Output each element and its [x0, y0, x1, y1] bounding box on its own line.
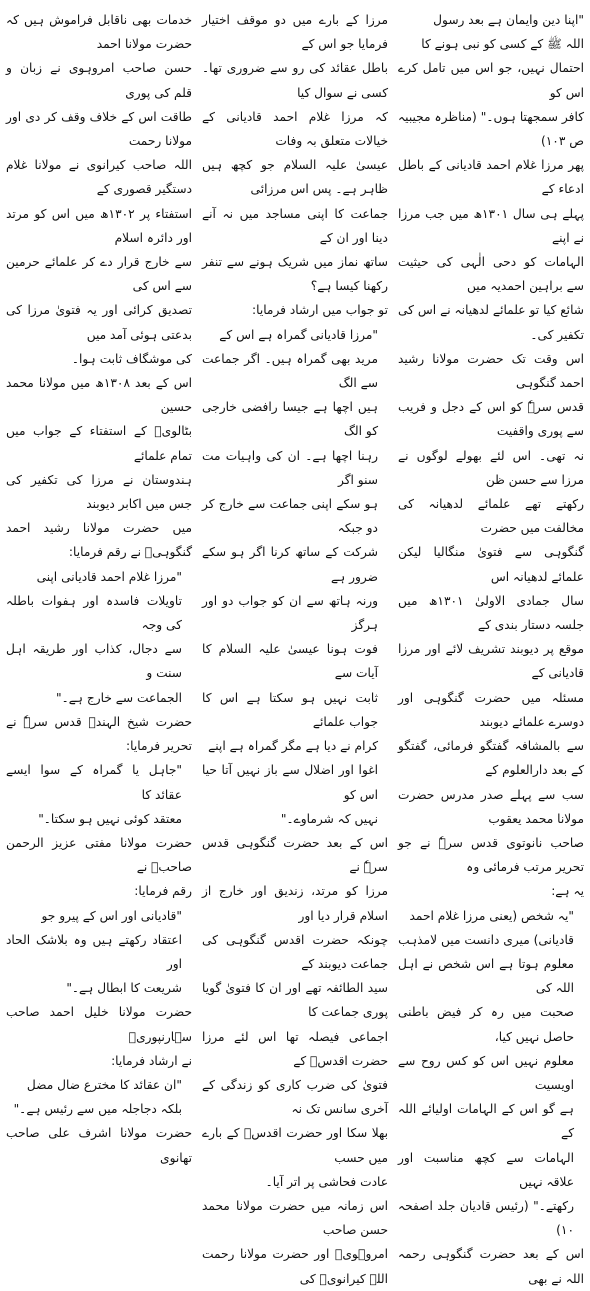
text-line: سید الطائفہ تھے اور ان کا فتویٰ گویا پوری جماعت کا: [202, 981, 388, 1020]
text-line: گنگوہی سے فتویٰ منگالیا لیکن علمائے لدھیانہ اس: [398, 545, 584, 584]
quote-line: الہامات سے کچھ مناسبت اور علاقہ نہیں: [398, 1150, 574, 1189]
text-line: استفتاء پر ۱۳۰۲ھ میں اس کو مرتد اور دائرہ اسلام: [6, 206, 192, 245]
quote-line: "مرزا غلام احمد قادیانی اپنی: [36, 569, 182, 584]
text-line: اللہ ﷺ کے کسی کو نبی ہونے کا: [421, 37, 584, 52]
text-line: کافر سمجھتا ہوں۔" (مناظرہ مجیبیہ ص ۱۰۳): [398, 109, 584, 149]
text-line: باطل عقائد کی رو سے ضروری تھا۔ کسی نے سوال کیا: [202, 61, 388, 100]
text-line: چونکہ حضرت اقدس گنگوہی کی جماعت دیوبند کے: [202, 932, 388, 971]
text-line: الہامات کو دحی الٰہی کی حیثیت سے براہین احمدیہ میں: [398, 255, 584, 294]
text-line: سے خارج قرار دے کر علمائے حرمین سے اس کی: [6, 255, 192, 294]
text-line: فتویٰ کی ضرب کاری کو زندگی کے آخری سانس تک نہ: [202, 1077, 388, 1117]
text-line: مرزا کے بارے میں دو موقف اختیار فرمایا جو اس کے: [202, 13, 388, 52]
text-line: سے بالمشافہ گفتگو فرمائی، گفتگو کے بعد دارالعلوم کے: [398, 739, 584, 778]
quote-line: ہے گو اس کے الہامات اولیائے اللہ کے: [398, 1102, 574, 1141]
text-line: کہ مرزا غلام احمد قادیانی کے خیالات متعلق بہ وفات: [202, 109, 388, 149]
quote-line: "قادیانی اور اس کے پیرو جو: [41, 908, 182, 923]
text-line: امروہویؒ اور حضرت مولانا رحمت اللہ کیرانویؒ کی: [202, 1247, 388, 1286]
text-line: مرزا کو مرتد، زندیق اور خارج از اسلام قرار دیا اور: [202, 884, 388, 923]
quote-line: "یہ شخص (یعنی مرزا غلام احمد: [409, 908, 574, 923]
text-line: عادت فحاشی پر اتر آیا۔: [265, 1174, 388, 1189]
text-line: رقم فرمایا:: [134, 884, 192, 899]
text-line: طاقت اس کے خلاف وقف کر دی اور مولانا رحمت: [6, 109, 192, 149]
text-line: قدس سرہٗ کو اس کے دجل و فریب سے پوری واقفیت: [398, 400, 584, 439]
text-column-middle: [202, 8, 388, 1286]
quote-line: ثابت نہیں ہو سکتا ہے اس کا جواب علمائے: [202, 690, 378, 729]
text-line: کی موشگاف ثابت ہوا۔: [71, 351, 192, 366]
text-line: ہندوستان نے مرزا کی تکفیر کی جس میں اکابر دیوبند: [6, 472, 192, 512]
text-line: تو جواب میں ارشاد فرمایا:: [252, 303, 388, 318]
quote-line: ہو سکے اپنی جماعت سے خارج کر دو جبکہ: [202, 497, 378, 536]
quote-line: اغوا اور اضلال سے باز نہیں آتا حیا اس کو: [202, 763, 378, 802]
text-line: اللہ صاحب کیرانوی نے مولانا غلام دستگیر قصوری کے: [6, 158, 192, 197]
text-line: اس وقت تک حضرت مولانا رشید احمد گنگوہی: [398, 351, 584, 391]
quote-line: "مرزا قادیانی گمراہ ہے اس کے: [219, 327, 378, 342]
text-line: حضرت مولانا مفتی عزیز الرحمن صاحبؒ نے: [6, 835, 192, 875]
text-line: حضرت مولانا خلیل احمد صاحب سہارنپوریؒ: [6, 1005, 192, 1044]
text-line: اجماعی فیصلہ تھا اس لئے مرزا حضرت اقدسؒ کے: [202, 1029, 388, 1068]
quote-line: "جاہل یا گمراہ کے سوا ایسے عقائد کا: [6, 763, 182, 802]
text-line: سب سے پہلے صدر مدرس حضرت مولانا محمد یعقوب: [398, 787, 584, 826]
quote-line: صحبت میں رہ کر فیض باطنی حاصل نہیں کیا،: [398, 1005, 574, 1044]
quote-line: مرید بھی گمراہ ہیں۔ اگر جماعت سے الگ: [202, 351, 378, 391]
text-line: اس کے بعد ۱۳۰۸ھ میں مولانا محمد حسین: [6, 376, 192, 415]
quote-line: الجماعت سے خارج ہے۔": [56, 690, 182, 705]
text-line: ساتھ نماز میں شریک ہونے سے تنفر رکھنا کیسا ہے؟: [202, 255, 388, 294]
text-line: اس کے بعد حضرت گنگوہی رحمہ اللہ نے بھی: [398, 1247, 584, 1286]
text-line: رکھتے تھے علمائے لدھیانہ کی مخالفت میں حضرت: [398, 497, 584, 536]
quote-line: کرام نے دیا ہے مگر گمراہ ہے اپنے: [208, 739, 378, 754]
quote-line: نہیں کہ شرماوے۔": [280, 811, 378, 826]
quote-line: بلکہ دجاجلہ میں سے رئیس ہے۔": [13, 1102, 182, 1117]
text-line: پہلے ہی سال ۱۳۰۱ھ میں جب مرزا نے اپنے: [398, 206, 584, 245]
quote-line: ورنہ ہاتھ سے ان کو جواب دو اور ہرگز: [202, 593, 378, 633]
text-line: حضرت مولانا اشرف علی صاحب تھانوی: [6, 1126, 192, 1165]
text-line: حسن صاحب امروہوی نے زبان و قلم کی پوری: [6, 61, 192, 100]
quote-line: رکھتے۔" (رئیس قادیان جلد اصفحہ ۱۰): [398, 1198, 574, 1238]
text-line: نہ تھی۔ اس لئے بھولے لوگوں نے مرزا سے حسن ظن: [398, 448, 584, 487]
quote-line: معلوم ہوتا ہے اس شخص نے اہل اللہ کی: [398, 956, 574, 996]
text-line: بھلا سکا اور حضرت اقدسؒ کے بارے میں حسب: [202, 1126, 388, 1165]
quote-line: شریعت کا ابطال ہے۔": [66, 981, 182, 996]
text-line: "اپنا دین وایمان ہے بعد رسول: [433, 13, 584, 27]
quote-line: سے دجال، کذاب اور طریقہ اہل سنت و: [6, 642, 182, 681]
text-line: عیسیٰ علیہ السلام جو کچھ ہیں ظاہر ہے۔ پس اس مرزائی: [202, 158, 388, 197]
quote-line: معتقد کوئی نہیں ہو سکتا۔": [38, 811, 182, 826]
text-line: صاحب نانوتوی قدس سرہٗ نے جو تحریر مرتب فرمائی وہ: [398, 835, 584, 875]
text-line: یہ ہے:: [551, 884, 584, 899]
text-line: میں حضرت مولانا رشید احمد گنگوہیؒ نے رقم فرمایا:: [6, 521, 192, 560]
text-line: سال جمادی الاولیٰ ۱۳۰۱ھ میں جلسہ دستار بندی کے: [398, 593, 584, 633]
quote-line: رہنا اچھا ہے۔ ان کی واہیات مت سنو اگر: [202, 448, 378, 487]
text-line: اس کے بعد حضرت گنگوہی قدس سرہٗ نے: [202, 835, 388, 875]
text-line: موقع پر دیوبند تشریف لائے اور مرزا قادیانی کے: [398, 642, 584, 681]
text-line: حضرت شیخ الہندؒ قدس سرہٗ نے تحریر فرمایا:: [6, 714, 192, 754]
quote-line: تاویلات فاسدہ اور ہفوات باطلہ کی وجہ: [6, 593, 182, 633]
text-line: بٹالویؒ کے استفتاء کے جواب میں تمام علمائے: [6, 424, 192, 463]
text-line: اس زمانہ میں حضرت مولانا محمد حسن صاحب: [202, 1198, 388, 1238]
quote-line: ہیں اچھا ہے جیسا رافضی خارجی کو الگ: [202, 400, 378, 439]
text-line: شائع کیا تو علمائے لدھیانہ نے اس کی تکفیر کی۔: [398, 303, 584, 342]
quote-line: قادیانی) میری دانست میں لامذہب: [398, 932, 574, 947]
quote-line: شرکت کے ساتھ کرنا اگر ہو سکے ضرور ہے: [202, 545, 378, 584]
text-column-left: [6, 8, 192, 1165]
text-line: تصدیق کرائی اور یہ فتویٰ مرزا کی بدعتی ہوئی آمد میں: [6, 303, 192, 342]
text-line: جماعت کا اپنی مساجد میں نہ آنے دینا اور ان کے: [202, 206, 388, 245]
text-line: نے ارشاد فرمایا:: [111, 1053, 192, 1068]
quote-line: فوت ہونا عیسیٰ علیہ السلام کا آیات سے: [202, 642, 378, 681]
text-line: مسئلہ میں حضرت گنگوہی اور دوسرے علمائے دیوبند: [398, 690, 584, 729]
text-column-right: [398, 8, 584, 1286]
text-line: خدمات بھی ناقابل فراموش ہیں کہ حضرت مولانا احمد: [6, 13, 192, 52]
quote-line: معلوم نہیں اس کو کس روح سے اویسیت: [398, 1053, 574, 1092]
text-line: پھر مرزا غلام احمد قادیانی کے باطل ادعاء کے: [398, 158, 584, 197]
quote-line: "ان عقائد کا مخترع ضال مضل: [26, 1077, 182, 1092]
quote-line: اعتقاد رکھتے ہیں وہ بلاشک الحاد اور: [6, 932, 182, 971]
text-line: احتمال نہیں، جو اس میں تامل کرے اس کو: [398, 61, 584, 100]
